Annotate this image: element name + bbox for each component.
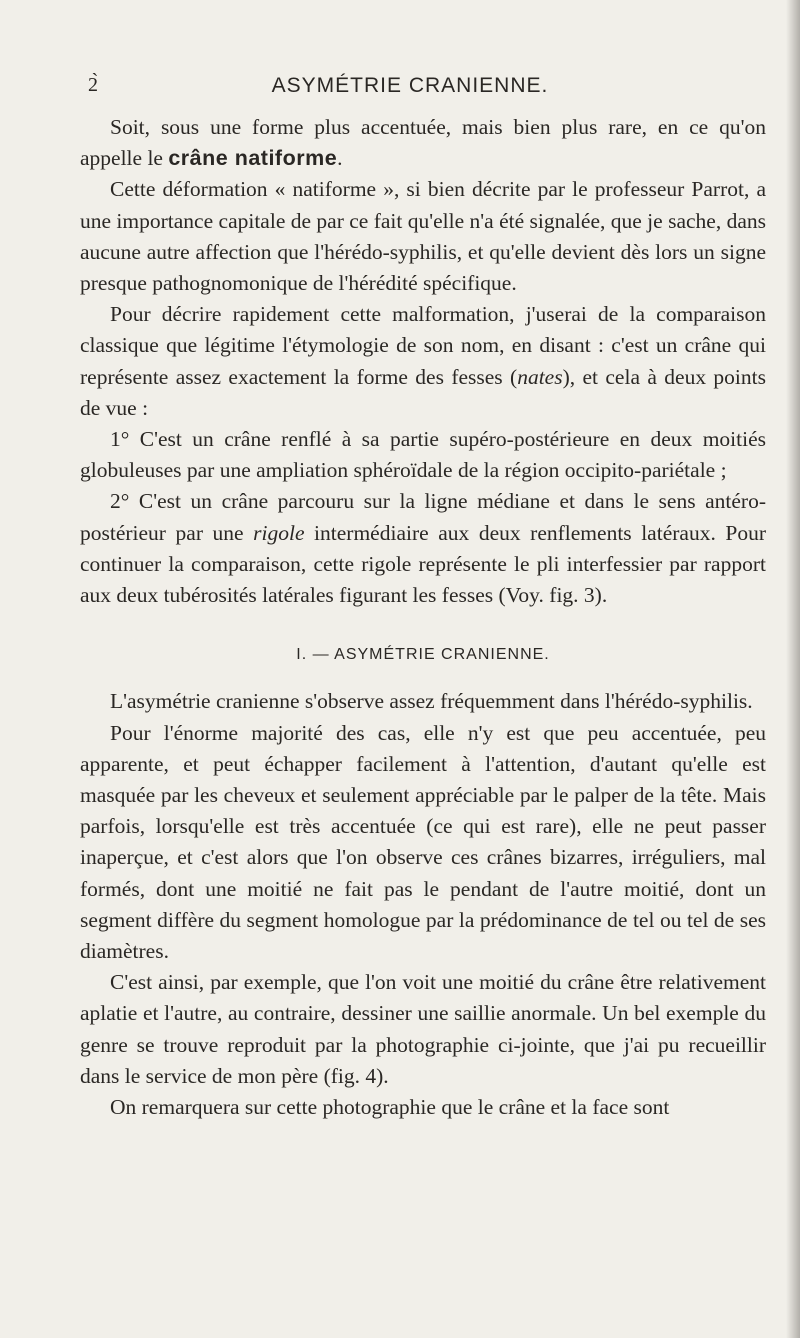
paragraph-exemple: C'est ainsi, par exemple, que l'on voit une moitié du crâne être relativement aplatie et l'autre, au contraire, dessiner une saillie anormale. Un bel exemple du genre se trouve reproduit par la photographie ci-jointe, que j'ai pu recueillir dans le service de mon père (fig. 4). — [80, 970, 766, 1088]
paragraph-crane-natiforme: Soit, sous une forme plus accentuée, mais bien plus rare, en ce qu'on appelle le crâne natiforme. — [80, 115, 766, 171]
paragraph-deformation: Cette déformation « natiforme », si bien décrite par le professeur Parrot, a une importance capitale de par ce fait qu'elle n'a été signalée, que je sache, dans aucune autre affection que l'hérédo-syphilis, et qu'elle devient dès lors un signe presque pathognomonique de l'hérédité spécifique. — [80, 177, 766, 296]
paragraph-comparaison: Pour décrire rapidement cette malformation, j'userai de la comparaison classique que légitime l'étymologie de son nom, en disant : c'est un crâne qui représente assez exactement la forme des fesses (nates), et cela à deux points de vue : — [80, 302, 767, 420]
paragraph-asymetrie-intro: L'asymétrie cranienne s'observe assez fréquemment dans l'hérédo-syphilis. — [110, 689, 753, 714]
paragraph-point-1: 1° C'est un crâne renflé à sa partie supéro-postérieure en deux moitiés globuleuses par une ampliation sphéroïdale de la région occipito-pariétale ; — [80, 427, 766, 483]
term-rigole: rigole — [253, 520, 305, 545]
section-heading: I. — ASYMÉTRIE CRANIENNE. — [296, 646, 550, 664]
page-number: 2̀ — [88, 74, 98, 96]
paragraph-majorite: Pour l'énorme majorité des cas, elle n'y est que peu accentuée, peu apparente, et peut échapper facilement à l'attention, d'autant qu'elle est masquée par les cheveux et seulement appréciable par le palper de la tête. Mais parfois, lorsqu'elle est très accentuée (ce qui est rare), elle ne peut passer inaperçue, et c'est alors que l'on observe ces crânes bizarres, irréguliers, mal formés, dont une moitié ne fait pas le pendant de l'autre moitié, dont un segment diffère du segment homologue par la prédominance de tel ou tel de ses diamètres. — [80, 720, 766, 964]
body-text — [80, 112, 766, 1123]
paragraph-point-2: 2° C'est un crâne parcouru sur la ligne médiane et dans le sens antéro-postérieur par une rigole intermédiaire aux deux renflements latéraux. Pour continuer la comparaison, cette rigole représente le pli interfessier par rapport aux deux tubérosités latérales figurant les fesses (Voy. fig. 3). — [80, 489, 766, 608]
running-title: ASYMÉTRIE CRANIENNE. — [271, 74, 549, 97]
paragraph-photographie: On remarquera sur cette photographie que le crâne et la face sont — [110, 1095, 670, 1120]
page-edge-shadow — [786, 0, 800, 1338]
page-header — [0, 74, 800, 104]
term-nates: nates — [517, 364, 563, 389]
term-crane-natiforme: crâne natiforme — [168, 146, 338, 171]
